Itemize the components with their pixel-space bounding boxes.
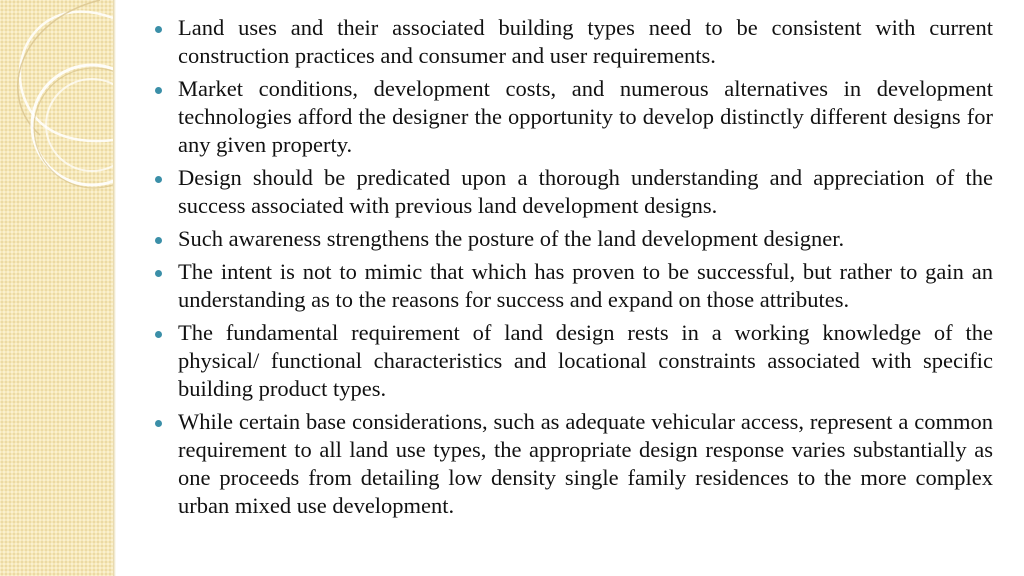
bullet-text: While certain base considerations, such as adequate vehicular access, represent a common requirement to all land use types, the appropriate design response varies substantially as one proceeds from detailing low density single family residences to the more complex urban mixed use development.	[178, 409, 993, 518]
bullet-marker-icon	[155, 26, 162, 33]
swirl-ring-inner	[46, 79, 113, 171]
side-panel-edge	[113, 0, 116, 576]
slide-content	[155, 14, 993, 525]
bullet-marker-icon	[155, 420, 162, 427]
bullet-marker-icon	[155, 237, 162, 244]
swirl-arc-outer	[18, 0, 100, 135]
bullet-item-2	[155, 75, 993, 159]
bullet-item-6	[155, 319, 993, 403]
bullet-text: Land uses and their associated building types need to be consistent with current construction practices and consumer and user requirements.	[178, 15, 993, 68]
bullet-item-5	[155, 258, 993, 314]
bullet-item-4	[155, 225, 993, 253]
bullet-text: Design should be predicated upon a thorough understanding and appreciation of the success associated with previous land development designs.	[178, 165, 993, 218]
bullet-marker-icon	[155, 270, 162, 277]
bullet-item-3	[155, 164, 993, 220]
decorative-swirl-graphic	[0, 0, 113, 576]
bullet-text: The fundamental requirement of land design rests in a working knowledge of the physical/ functional characteristics and locational constraints associated with specific building product types.	[178, 320, 993, 401]
bullet-item-1	[155, 14, 993, 70]
decorative-side-panel	[0, 0, 113, 576]
bullet-text: Such awareness strengthens the posture of the land development designer.	[178, 226, 845, 251]
bullet-marker-icon	[155, 331, 162, 338]
bullet-text: Market conditions, development costs, and numerous alternatives in development technologies afford the designer the opportunity to develop distinctly different designs for any given property.	[178, 76, 993, 157]
bullet-marker-icon	[155, 87, 162, 94]
bullet-item-7	[155, 408, 993, 520]
bullet-list	[155, 14, 993, 520]
bullet-marker-icon	[155, 176, 162, 183]
bullet-text: The intent is not to mimic that which has proven to be successful, but rather to gain an understanding as to the reasons for success and expand on those attributes.	[178, 259, 993, 312]
